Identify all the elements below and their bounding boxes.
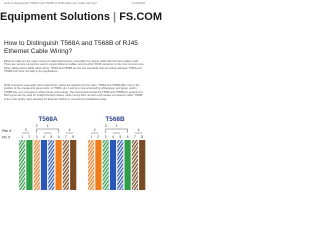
article-paragraph-2: RJ45 connector uses eight color-coded wires, which are twisted into four pairs. T568A and T568B differ only in the position of the orange and green pairs. In T568A, pin 1 and pin 2 are occupied by white/green and green, and in T568B they are occupied by white/orange and orange. The chart below shows the T568A and T568B pin assignment. Both types can be used for straight-through cables, while mixing them at each end creates a crossover cable. T568B is the most widely used standard for Ethernet cabling in commercial installations today. <box>4 84 144 101</box>
pin-number: 6 <box>126 135 129 139</box>
wire-b-3 <box>103 140 109 190</box>
article-paragraph-1: Ethernet cable are the major means for data transmission, especially the copper cable that has been widely used. There are various connectors used in copper Ethernet cables, among which RJ45 connector is the most common one. When talking about RJ45 cable wiring, T568A and T568B are the two standards that are widely adopted. T568A and T568B both work normally in the applications. <box>4 60 145 74</box>
page-header <box>0 0 149 6</box>
wire-a-5 <box>48 140 54 190</box>
pair-number: 3 <box>24 128 27 132</box>
connector-t568a <box>19 124 76 190</box>
wire-b-2 <box>95 140 101 190</box>
pair-number: 4 <box>68 128 71 132</box>
connector-t568b <box>88 124 145 190</box>
pin-number: 7 <box>65 135 67 139</box>
brand-site: FS.COM <box>119 11 162 23</box>
pin-number: 3 <box>35 135 38 139</box>
wire-b-1 <box>88 140 94 190</box>
pin-number: 4 <box>112 135 114 139</box>
wire-a-4 <box>41 140 47 190</box>
pair-number: 2 <box>35 124 38 128</box>
wire-a-6 <box>56 140 62 190</box>
pin-label: Pin # <box>2 135 11 140</box>
wire-b-4 <box>110 140 116 190</box>
wire-a-2 <box>26 140 32 190</box>
pair-bracket <box>37 129 59 133</box>
pin-number: 1 <box>90 135 92 139</box>
pin-number: 4 <box>43 135 45 139</box>
wire-a-3 <box>34 140 40 190</box>
pair-number: 1 <box>115 124 118 128</box>
header-date: 11/2/2015 <box>131 1 145 5</box>
site-brand[interactable] <box>0 9 162 25</box>
wire-a-7 <box>63 140 69 190</box>
pair-number: 3 <box>104 124 107 128</box>
pin-number: 5 <box>50 135 53 139</box>
pin-number: 2 <box>97 135 100 139</box>
pair-bracket <box>106 129 128 133</box>
pin-number: 1 <box>21 135 23 139</box>
wire-b-5 <box>117 140 123 190</box>
pin-number: 7 <box>134 135 136 139</box>
brand-name: Equipment Solutions <box>0 11 110 23</box>
pin-number: 5 <box>119 135 122 139</box>
pair-number: 1 <box>46 124 49 128</box>
pin-number: 2 <box>28 135 31 139</box>
wiring-diagram <box>2 114 147 194</box>
wire-b-7 <box>132 140 138 190</box>
article-title: How to Distinguish T568A and T568B of RJ45 Ethernet Cable Wiring? <box>4 40 138 55</box>
pin-number: 8 <box>141 135 144 139</box>
pin-number: 3 <box>104 135 107 139</box>
wire-a-8 <box>70 140 76 190</box>
heading-t568a: T568A <box>38 116 58 123</box>
pair-number: 4 <box>137 128 140 132</box>
pair-label: Pair # <box>2 129 12 133</box>
heading-t568b: T568B <box>105 116 125 123</box>
pin-number: 6 <box>57 135 60 139</box>
header-title: How to Distinguish T568A and T568B of RJ45 Ethernet Cable Wiring? <box>4 1 97 5</box>
pin-number: 8 <box>72 135 75 139</box>
brand-divider: | <box>110 11 120 23</box>
wire-b-6 <box>125 140 131 190</box>
wire-b-8 <box>139 140 145 190</box>
pair-number: 2 <box>93 128 96 132</box>
wire-a-1 <box>19 140 25 190</box>
wiring-diagram-svg <box>2 114 147 194</box>
